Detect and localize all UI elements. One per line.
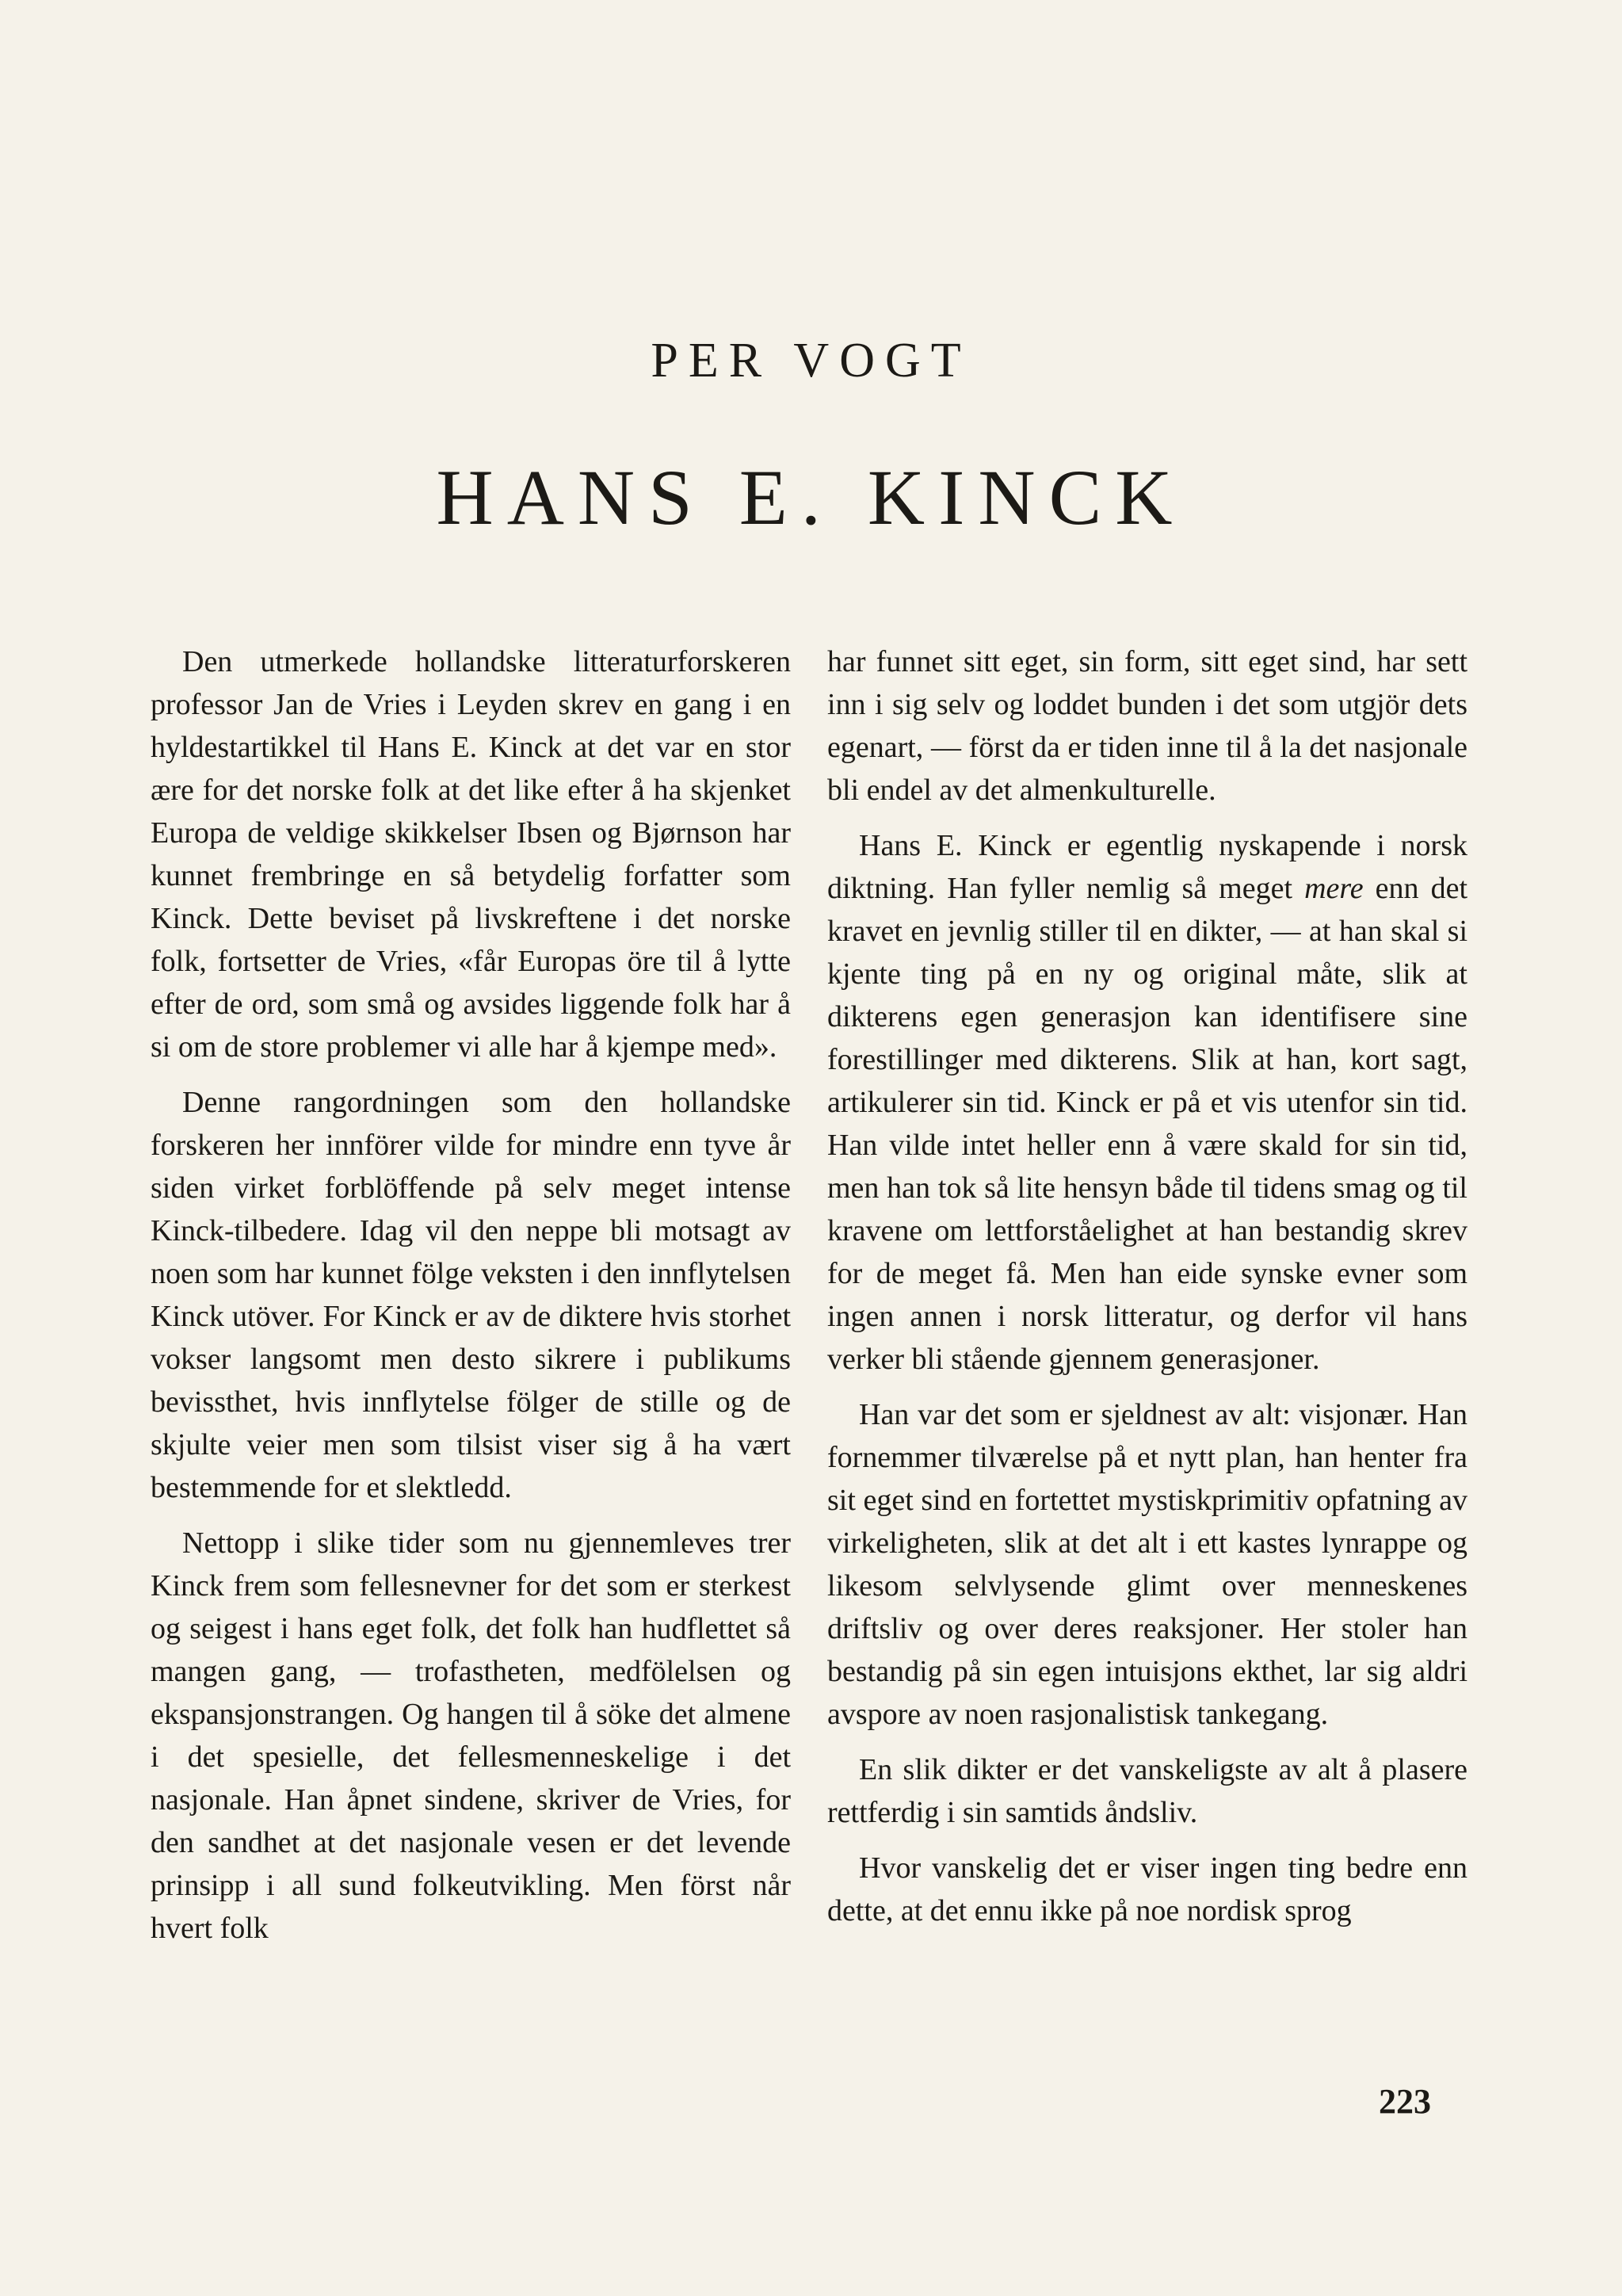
paragraph: Den utmerkede hollandske litteraturforskeren professor Jan de Vries i Leyden skrev en gang i en hyldestartikkel til Hans E. Kinck at det var en stor ære for det norske folk at det like efter å ha skjenket Europa de veldige skikkelser Ibsen og Bjørnson har kunnet frembringe en så betydelig forfatter som Kinck. Dette beviset på livskreftene i det norske folk, fortsetter de Vries, «får Europas öre til å lytte efter de ord, som små og avsides liggende folk har å si om de store problemer vi alle har å kjempe med». (151, 645, 791, 1064)
emphasis: mere (1304, 872, 1364, 905)
paragraph: Hvor vanskelig det er viser ingen ting bedre enn dette, at det ennu ikke på noe nordisk sprog (827, 1851, 1467, 1927)
left-column (151, 640, 791, 1962)
paragraph: En slik dikter er det vanskeligste av alt å plasere rettferdig i sin samtids åndsliv. (827, 1753, 1467, 1829)
paragraph: Denne rangordningen som den hollandske forskeren her innförer vilde for mindre enn tyve år siden virket forblöffende på selv meget intense Kinck-tilbedere. Idag vil den neppe bli motsagt av noen som har kunnet fölge veksten i den innflytelsen Kinck utöver. For Kinck er av de diktere hvis storhet vokser langsomt men desto sikrere i publikums bevissthet, hvis innflytelse fölger de stille og de skjulte veier men som tilsist viser sig å ha vært bestemmende for et slektledd. (151, 1086, 791, 1504)
paragraph-continuation: har funnet sitt eget, sin form, sitt eget sind, har sett inn i sig selv og loddet bunden i det som utgjör dets egenart, — först da er tiden inne til å la det nasjonale bli endel av det almenkulturelle. (827, 645, 1467, 807)
text-run: Hans E. Kinck er egentlig nyskapende i norsk diktning. Han fyller nemlig så meget (827, 829, 1467, 905)
author-name: PER VOGT (651, 334, 971, 388)
page-number: 223 (1379, 2082, 1431, 2121)
article-title: HANS E. KINCK (436, 453, 1186, 541)
paragraph (827, 824, 1467, 1381)
paragraph: Nettopp i slike tider som nu gjennemleves trer Kinck frem som fellesnevner for det som er sterkest og seigest i hans eget folk, det folk han hudflettet så mangen gang, — trofastheten, medfölelsen og ekspansjonstrangen. Og hangen til å söke det almene i det spesielle, det fellesmenneskelige i det nasjonale. Han åpnet sindene, skriver de Vries, for den sandhet at det nasjonale vesen er det levende prinsipp i all sund folkeutvikling. Men först når hvert folk (151, 1526, 791, 1945)
right-column (827, 640, 1467, 1945)
text-run: enn det kravet en jevnlig stiller til en dikter, — at han skal si kjente ting på en ny og original måte, slik at dikterens egen generasjon kan identifisere sine forestillinger med dikterens. Slik at han, kort sagt, artikulerer sin tid. Kinck er på et vis utenfor sin tid. Han vilde intet heller enn å være skald for sin tid, men han tok så lite hensyn både til tidens smag og til kravene om lettforståelighet at han bestandig skrev for de meget få. Men han eide synske evner som ingen annen i norsk litteratur, og derfor vil hans verker bli stående gjennem generasjoner. (827, 872, 1467, 1376)
paragraph: Han var det som er sjeldnest av alt: visjonær. Han fornemmer tilværelse på et nytt plan, han henter fra sit eget sind en fortettet mystiskprimitiv opfatning av virkeligheten, slik at det alt i ett kastes lynrappe og likesom selvlysende glimt over menneskenes driftsliv og over deres reaksjoner. Her stoler han bestandig på sin egen intuisjons ekthet, lar sig aldri avspore av noen rasjonalistisk tankegang. (827, 1398, 1467, 1731)
